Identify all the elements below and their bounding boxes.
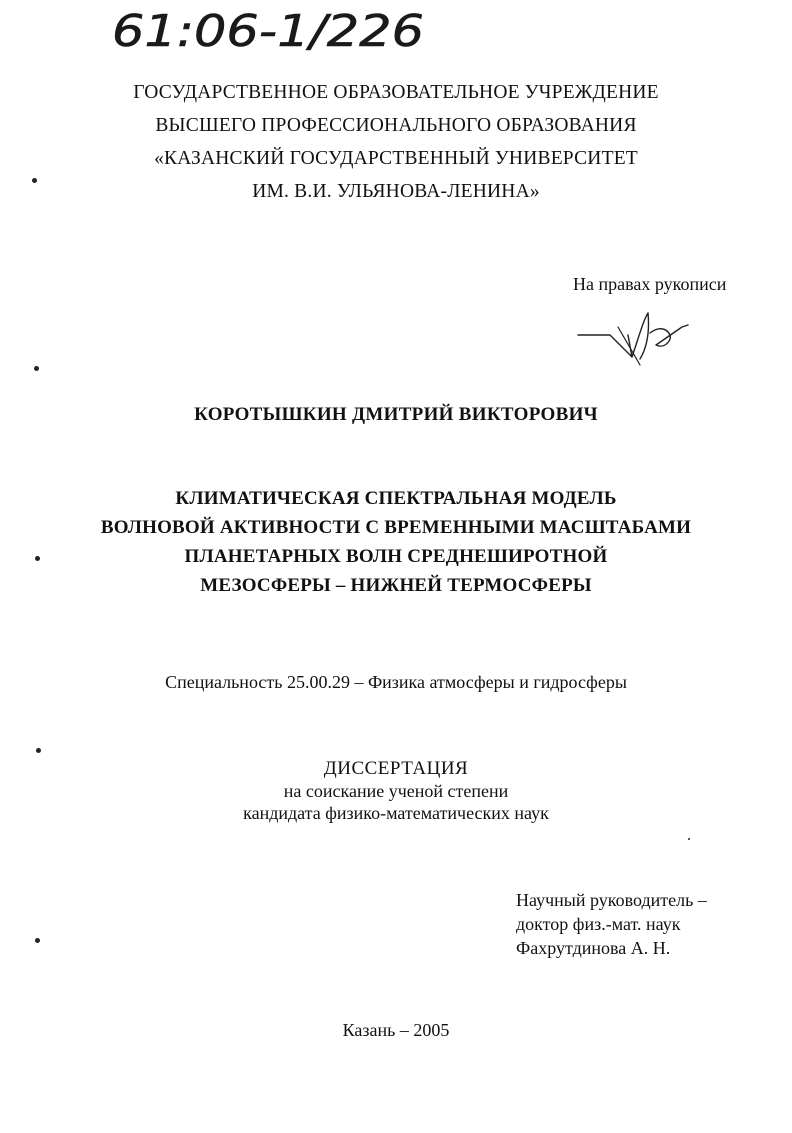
dissertation-degree: кандидата физико-математических наук <box>243 803 549 823</box>
specialty: Специальность 25.00.29 – Физика атмосферы и гидросферы <box>165 672 627 692</box>
dissertation-title <box>0 484 792 600</box>
city-year: Казань – 2005 <box>342 1020 450 1040</box>
institution-line: «КАЗАНСКИЙ ГОСУДАРСТВЕННЫЙ УНИВЕРСИТЕТ <box>154 148 638 169</box>
binding-hole-mark <box>32 178 37 183</box>
scan-speck <box>688 838 690 840</box>
title-line: КЛИМАТИЧЕСКАЯ СПЕКТРАЛЬНАЯ МОДЕЛЬ <box>175 488 617 509</box>
advisor-role: Научный руководитель – <box>516 890 707 910</box>
catalog-code-text: 61:06-1/226 <box>112 6 424 57</box>
binding-hole-mark <box>34 366 39 371</box>
dissertation-type: ДИССЕРТАЦИЯ <box>323 758 469 779</box>
institution-line: ГОСУДАРСТВЕННОЕ ОБРАЗОВАТЕЛЬНОЕ УЧРЕЖДЕНИЕ <box>133 82 659 103</box>
advisor-block <box>516 888 707 960</box>
dissertation-purpose: на соискание ученой степени <box>283 781 509 801</box>
dissertation-block <box>0 758 792 824</box>
institution-header <box>0 76 792 208</box>
author-name: КОРОТЫШКИН ДМИТРИЙ ВИКТОРОВИЧ <box>194 404 598 425</box>
rights-note: На правах рукописи <box>573 274 727 294</box>
binding-hole-mark <box>35 938 40 943</box>
advisor-name: Фахрутдинова А. Н. <box>516 938 671 958</box>
binding-hole-mark <box>36 748 41 753</box>
title-line: ВОЛНОВОЙ АКТИВНОСТИ С ВРЕМЕННЫМИ МАСШТАБАМИ <box>100 517 692 538</box>
handwritten-catalog-code <box>108 0 438 60</box>
advisor-rank: доктор физ.-мат. наук <box>516 914 681 934</box>
institution-line: ВЫСШЕГО ПРОФЕССИОНАЛЬНОГО ОБРАЗОВАНИЯ <box>155 115 637 136</box>
binding-hole-mark <box>35 556 40 561</box>
title-line: ПЛАНЕТАРНЫХ ВОЛН СРЕДНЕШИРОТНОЙ <box>184 546 608 567</box>
title-line: МЕЗОСФЕРЫ – НИЖНЕЙ ТЕРМОСФЕРЫ <box>200 575 592 596</box>
signature <box>570 305 690 370</box>
institution-line: ИМ. В.И. УЛЬЯНОВА-ЛЕНИНА» <box>252 181 540 202</box>
